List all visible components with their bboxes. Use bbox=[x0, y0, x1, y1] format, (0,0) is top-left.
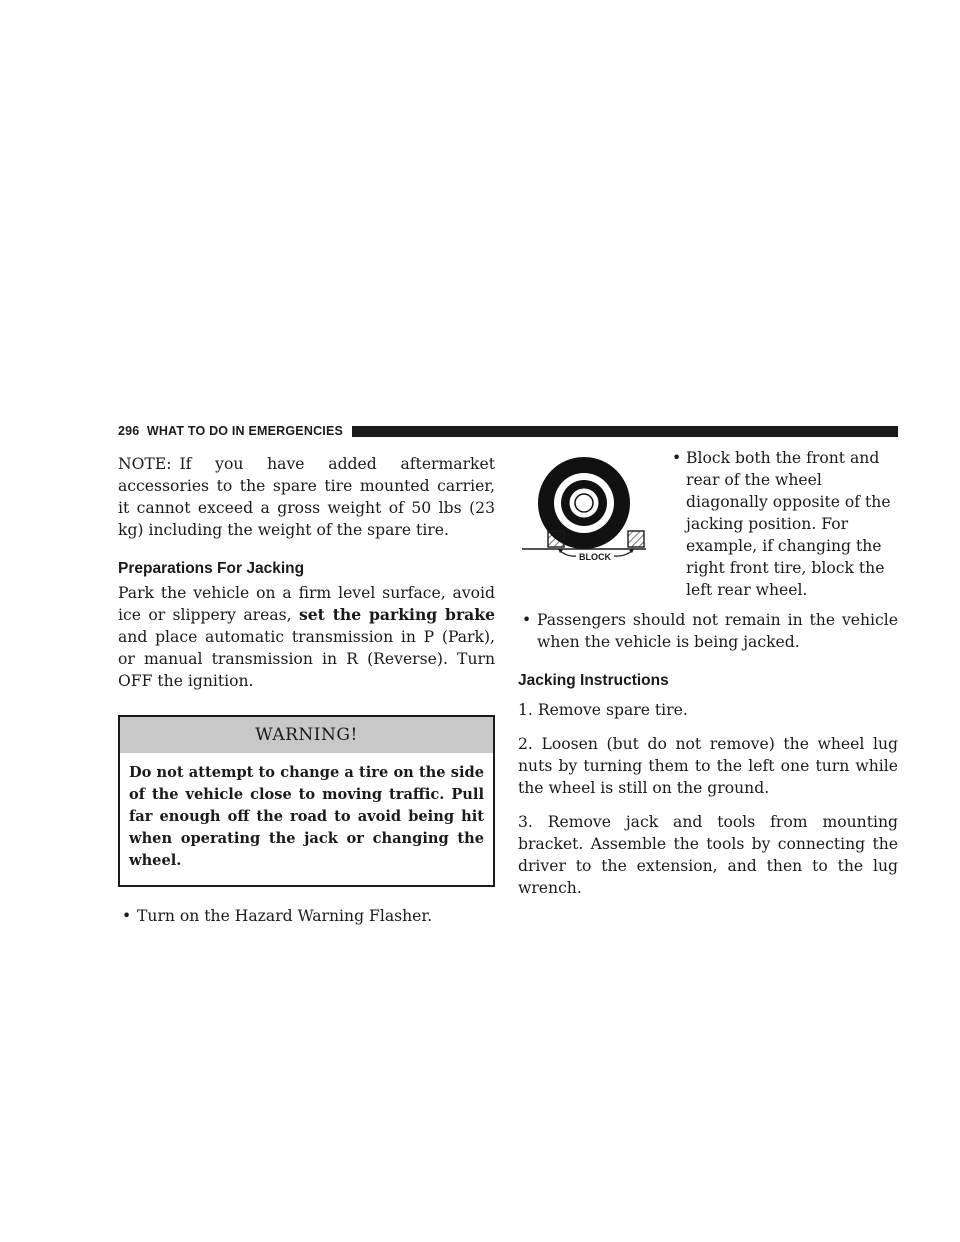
left-column bbox=[118, 453, 495, 927]
wheel-block-illustration bbox=[520, 453, 648, 563]
bullet-icon: • bbox=[672, 449, 682, 467]
bullet-block-wheels: • Block both the front and rear of the wheel diagonally opposite of the jacking position. For example, if changing the right front tire, block the left rear wheel. bbox=[672, 449, 891, 599]
bullet-hazard: • Turn on the Hazard Warning Flasher. bbox=[122, 907, 433, 925]
warning-box bbox=[118, 715, 495, 887]
hub-shape bbox=[569, 488, 599, 518]
section-title: WHAT TO DO IN EMERGENCIES bbox=[146, 424, 344, 438]
figure-label-block: BLOCK bbox=[579, 552, 611, 562]
step-2: 2. Loosen (but do not remove) the wheel lug nuts by turning them to the left one turn while the wheel is still on the ground. bbox=[518, 735, 898, 797]
figure-caption bbox=[672, 447, 898, 601]
figure-row bbox=[518, 449, 898, 601]
bullet-icon: • bbox=[122, 907, 132, 925]
page-header bbox=[118, 423, 898, 439]
heading-preparations: Preparations For Jacking bbox=[118, 560, 305, 577]
note-text: If you have added aftermarket accessories to the spare tire mounted carrier, it cannot exceed a gross weight of 50 lbs (23 kg) including the weight of the spare tire. bbox=[118, 455, 495, 539]
heading-jacking: Jacking Instructions bbox=[518, 672, 669, 689]
step-3: 3. Remove jack and tools from mounting bracket. Assemble the tools by connecting the driver to the extension, and then to the lug wrench. bbox=[518, 813, 898, 897]
parking-brake-emphasis: set the parking brake bbox=[298, 605, 495, 624]
right-column bbox=[518, 449, 898, 899]
bullet-passengers: • Passengers should not remain in the vehicle when the vehicle is being jacked. bbox=[522, 611, 898, 651]
warning-text: Do not attempt to change a tire on the side of the vehicle close to moving traffic. Pull far enough off the road to avoid being hit when operating the jack or changing the wheel. bbox=[129, 764, 484, 869]
note-label: NOTE: bbox=[118, 455, 172, 473]
step-1: 1. Remove spare tire. bbox=[518, 701, 688, 719]
note-paragraph bbox=[118, 453, 495, 541]
warning-title: WARNING! bbox=[120, 717, 493, 753]
bullet-icon: • bbox=[522, 611, 532, 629]
page-number: 296 bbox=[118, 424, 140, 438]
preparations-paragraph: Park the vehicle on a firm level surface, avoid ice or slippery areas, set the parking brake and place automatic transmission in P (Park), or manual transmission in R (Reverse). Turn OFF the ignition. bbox=[118, 584, 495, 690]
block-left bbox=[548, 531, 564, 547]
block-right bbox=[628, 531, 644, 547]
header-rule bbox=[352, 426, 898, 437]
wheel-block-figure bbox=[520, 453, 648, 563]
